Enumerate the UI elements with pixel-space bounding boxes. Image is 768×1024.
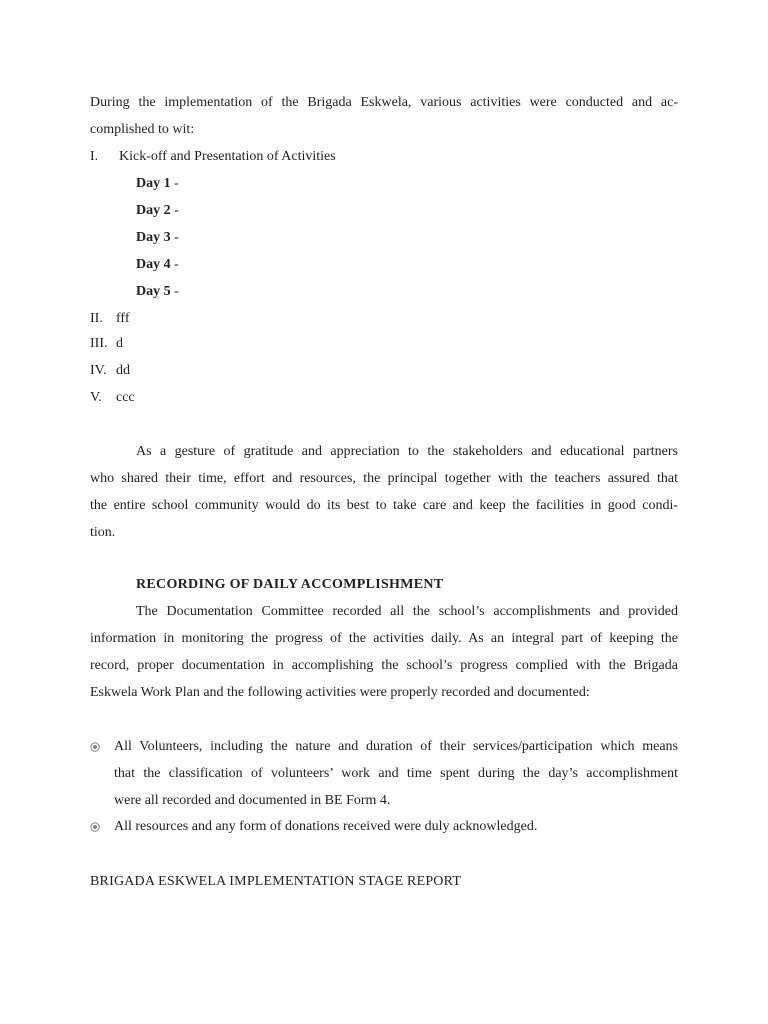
bullet-2-line-1: All resources and any form of donations received were duly acknowledged. [114,819,538,834]
day-1 [136,175,179,193]
bullet-1-line-2: that the classification of volunteers’ work and time spent during the day’s accomplishment [114,766,678,781]
day-5-suffix: - [170,284,179,299]
day-3 [136,229,179,247]
day-2-label: Day 2 [136,203,171,218]
day-5-label: Day 5 [136,284,171,299]
bullet-target-icon [90,822,100,832]
list-text-4: dd [116,363,130,378]
list-text-1: Kick-off and Presentation of Activities [119,149,336,164]
day-1-suffix: - [170,176,179,191]
day-3-suffix: - [170,230,179,245]
list-text-2: fff [116,311,130,326]
bullet-1-line-3: were all recorded and documented in BE Form 4. [114,793,391,808]
gratitude-line-4: tion. [90,525,116,540]
section-title: BRIGADA ESKWELA IMPLEMENTATION STAGE REPORT [90,874,462,889]
recording-line-3: record, proper documentation in accomplishing the school’s progress complied with the Brigada [90,658,678,673]
list-numeral-2: II. [90,311,103,326]
day-5 [136,283,179,301]
list-numeral-4: IV. [90,363,107,378]
list-text-5: ccc [116,390,135,405]
recording-line-2: information in monitoring the progress of the activities daily. As an integral part of keeping the [90,631,678,646]
gratitude-line-1: As a gesture of gratitude and appreciation to the stakeholders and educational partners [136,444,678,459]
intro-line-1: During the implementation of the Brigada Eskwela, various activities were conducted and ac- [90,95,678,110]
list-text-3: d [116,336,123,351]
day-4-suffix: - [170,257,179,272]
list-numeral-5: V. [90,390,102,405]
day-2-suffix: - [170,203,179,218]
day-2 [136,202,179,220]
recording-heading: RECORDING OF DAILY ACCOMPLISHMENT [136,577,444,592]
gratitude-line-2: who shared their time, effort and resources, the principal together with the teachers assured that [90,471,678,486]
bullet-1-line-1: All Volunteers, including the nature and duration of their services/participation which means [114,739,678,754]
list-numeral-3: III. [90,336,108,351]
list-numeral-1: I. [90,149,99,164]
day-3-label: Day 3 [136,230,171,245]
intro-line-2: complished to wit: [90,122,195,137]
day-1-label: Day 1 [136,176,171,191]
gratitude-line-3: the entire school community would do its best to take care and keep the facilities in good condi- [90,498,678,513]
day-4-label: Day 4 [136,257,171,272]
recording-line-4: Eskwela Work Plan and the following activities were properly recorded and documented: [90,685,590,700]
bullet-target-icon [90,742,100,752]
recording-line-1: The Documentation Committee recorded all the school’s accomplishments and provided [136,604,678,619]
day-4 [136,256,179,274]
